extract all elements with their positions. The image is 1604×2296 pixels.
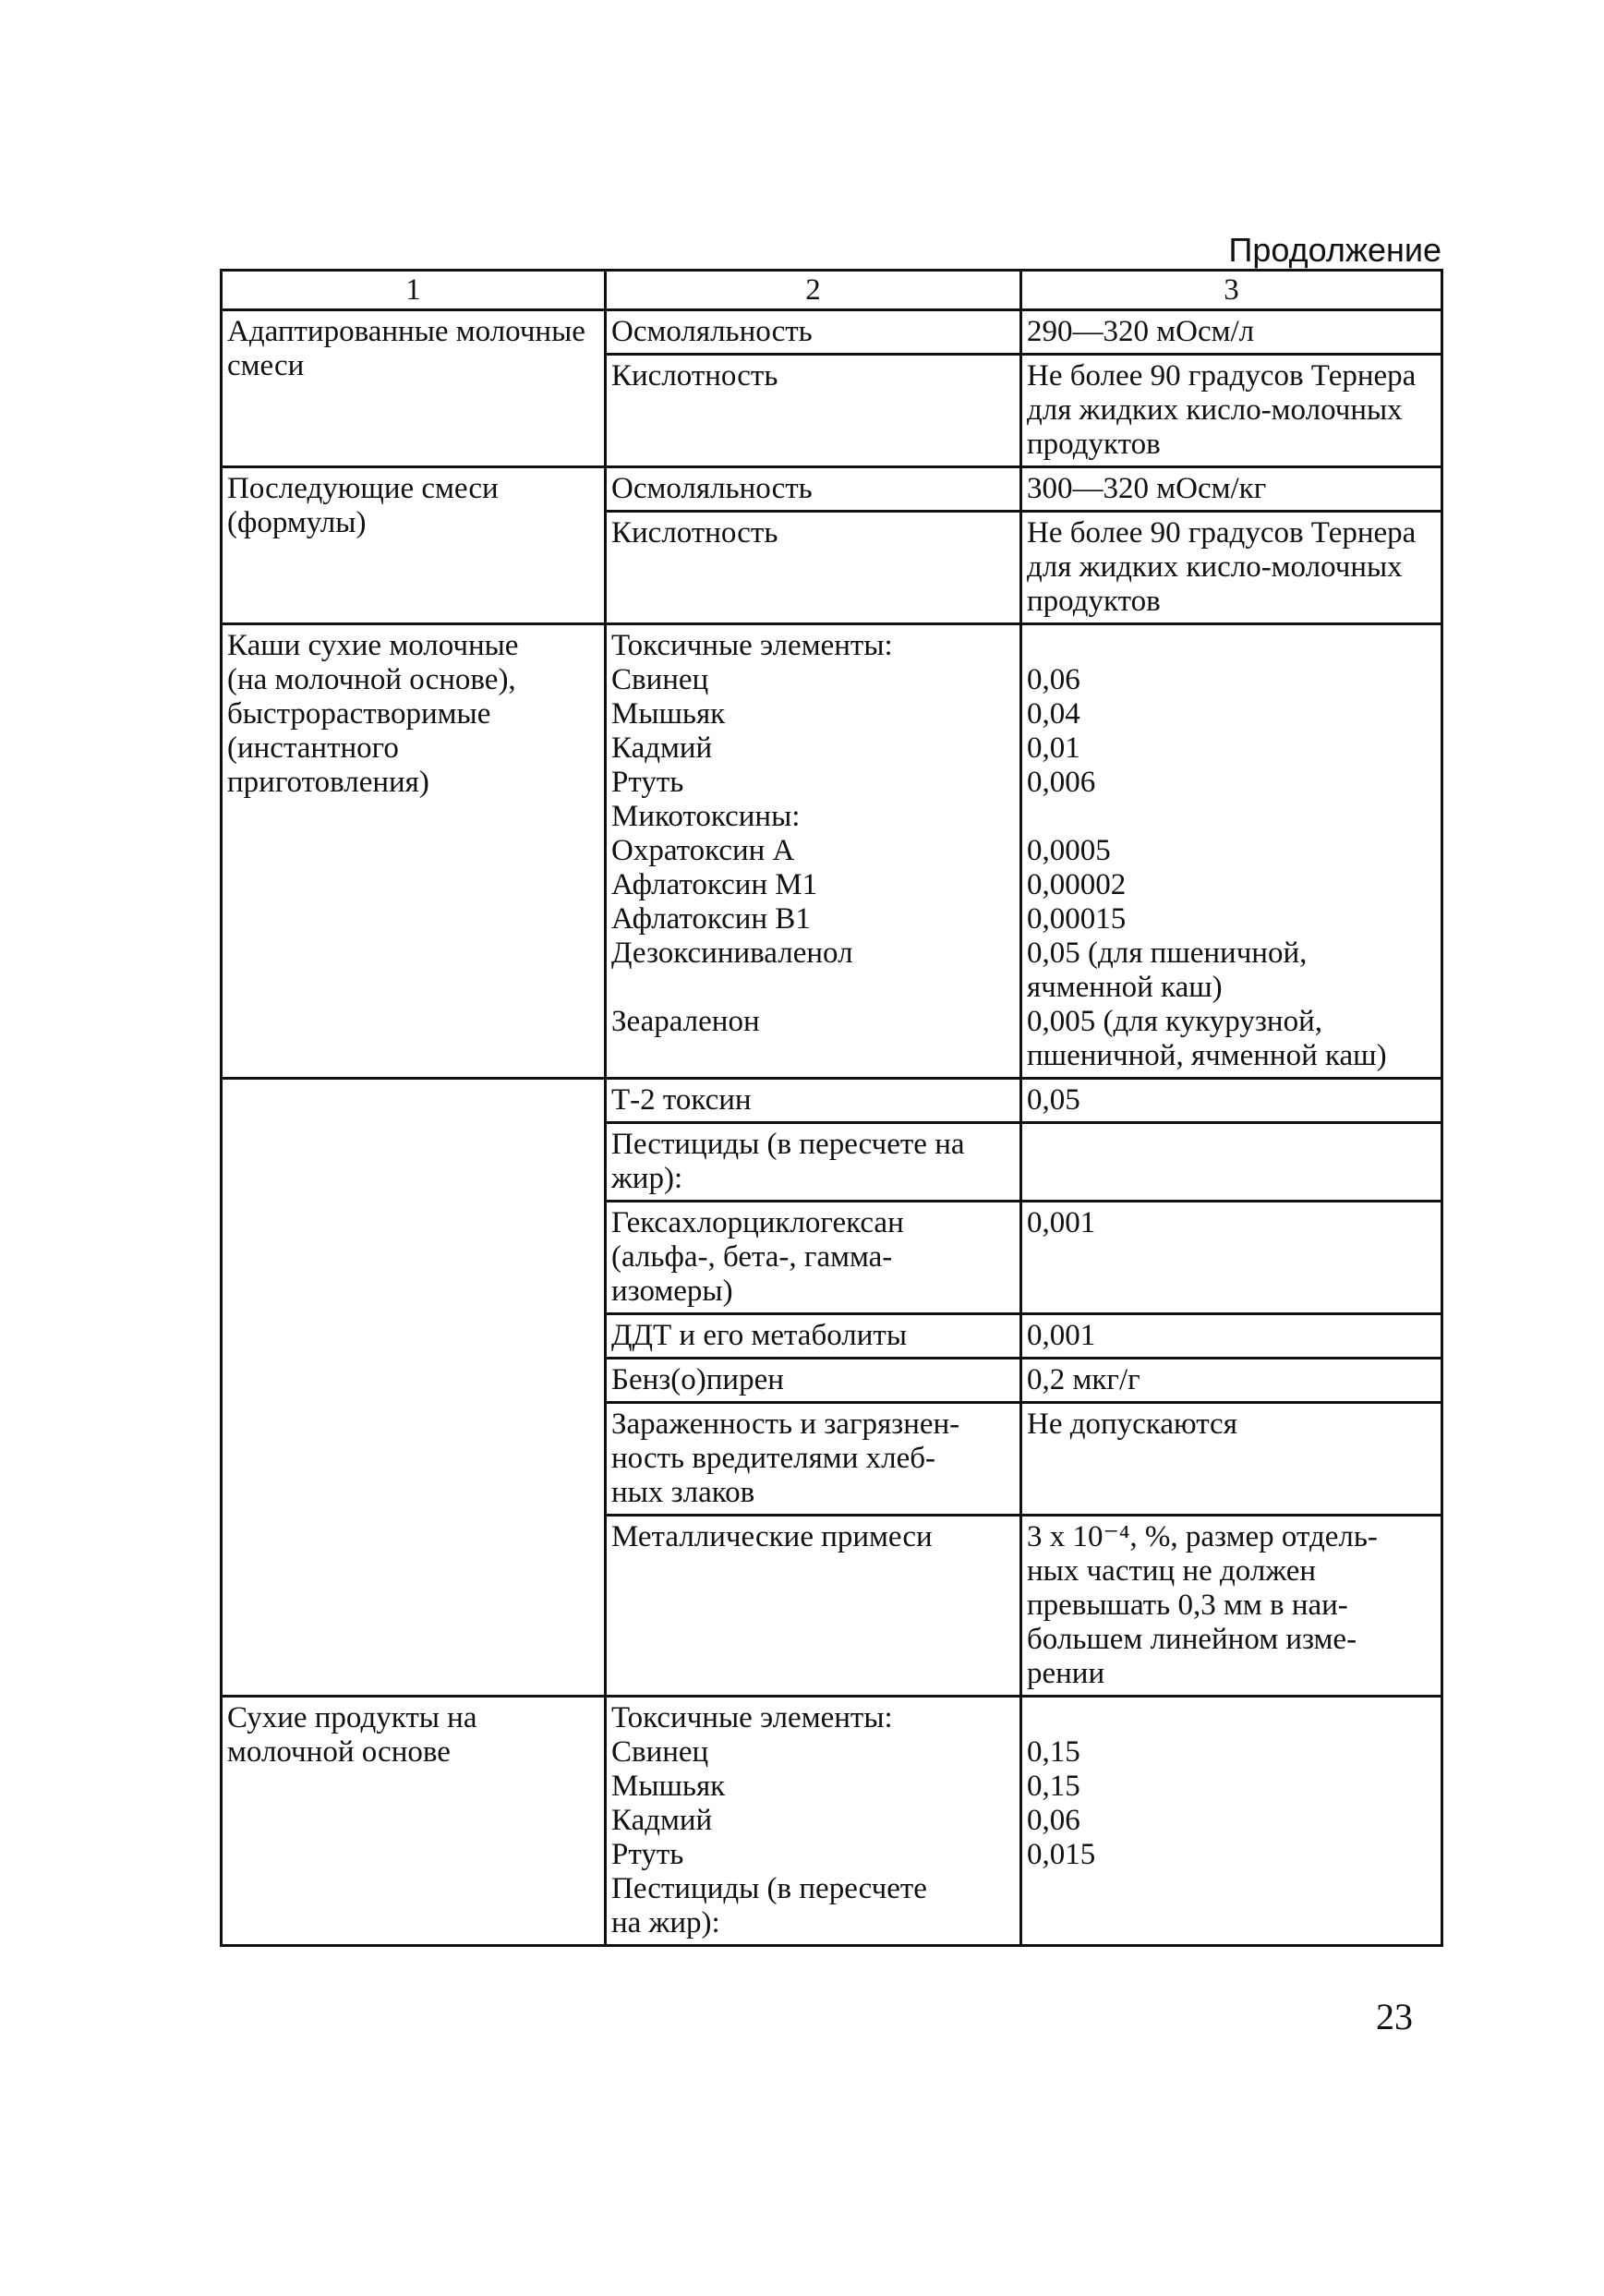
norm-value-cell <box>1021 1123 1442 1202</box>
column-number-2: 2 <box>606 271 1021 310</box>
indicator-cell: Т-2 токсин <box>606 1079 1021 1123</box>
indicator-cell: Пестициды (в пересчете на жир): <box>606 1123 1021 1202</box>
indicator-cell: Осмоляльность <box>606 467 1021 512</box>
table-row <box>222 1697 1442 1946</box>
product-group-cell: Последующие смеси (формулы) <box>222 467 606 624</box>
norm-value-cell: 0,15 0,15 0,06 0,015 <box>1021 1697 1442 1946</box>
product-group-cell <box>222 1079 606 1697</box>
norm-value-cell: 0,001 <box>1021 1314 1442 1359</box>
indicator-cell: Кислотность <box>606 512 1021 624</box>
indicator-cell: Токсичные элементы: Свинец Мышьяк Кадмий Ртуть Микотоксины: Охратоксин А Афлатоксин М1 Афлатоксин В1 Дезоксиниваленол Зеараленон <box>606 624 1021 1079</box>
indicator-cell: Кислотность <box>606 355 1021 467</box>
requirements-table <box>220 269 1443 1947</box>
indicator-cell: Токсичные элементы: Свинец Мышьяк Кадмий Ртуть Пестициды (в пересчете на жир): <box>606 1697 1021 1946</box>
indicator-cell: Бенз(о)пирен <box>606 1359 1021 1403</box>
norm-value-cell: 3 x 10⁻⁴, %, размер отдель- ных частиц не должен превышать 0,3 мм в наи- большем линейном изме- рении <box>1021 1516 1442 1697</box>
column-number-1: 1 <box>222 271 606 310</box>
table-row <box>222 467 1442 512</box>
norm-value-cell: Не более 90 градусов Тернера для жидких кисло-молочных продуктов <box>1021 512 1442 624</box>
product-group-cell: Каши сухие молочные (на молочной основе), быстрорастворимые (инстантного приготовления) <box>222 624 606 1079</box>
indicator-cell: ДДТ и его метаболиты <box>606 1314 1021 1359</box>
norm-value-cell: 300—320 мОсм/кг <box>1021 467 1442 512</box>
table-row <box>222 624 1442 1079</box>
page-number: 23 <box>1376 1996 1413 2037</box>
indicator-cell: Гексахлорциклогексан (альфа-, бета-, гамма- изомеры) <box>606 1202 1021 1314</box>
product-group-cell: Адаптированные молочные смеси <box>222 310 606 467</box>
norm-value-cell: 0,05 <box>1021 1079 1442 1123</box>
norm-value-cell: 290—320 мОсм/л <box>1021 310 1442 355</box>
product-group-cell: Сухие продукты на молочной основе <box>222 1697 606 1946</box>
column-number-3: 3 <box>1021 271 1442 310</box>
indicator-cell: Зараженность и загрязнен- ность вредителями хлеб- ных злаков <box>606 1403 1021 1516</box>
indicator-cell: Металлические примеси <box>606 1516 1021 1697</box>
table-row <box>222 1079 1442 1123</box>
norm-value-cell: Не допускаются <box>1021 1403 1442 1516</box>
continuation-label: Продолжение <box>1228 231 1441 269</box>
table-row <box>222 310 1442 355</box>
norm-value-cell: Не более 90 градусов Тернера для жидких кисло-молочных продуктов <box>1021 355 1442 467</box>
column-number-row <box>222 271 1442 310</box>
norm-value-cell: 0,2 мкг/г <box>1021 1359 1442 1403</box>
indicator-cell: Осмоляльность <box>606 310 1021 355</box>
norm-value-cell: 0,001 <box>1021 1202 1442 1314</box>
norm-value-cell: 0,06 0,04 0,01 0,006 0,0005 0,00002 0,00015 0,05 (для пшеничной, ячменной каш) 0,005 (для кукурузной, пшеничной, ячменной каш) <box>1021 624 1442 1079</box>
